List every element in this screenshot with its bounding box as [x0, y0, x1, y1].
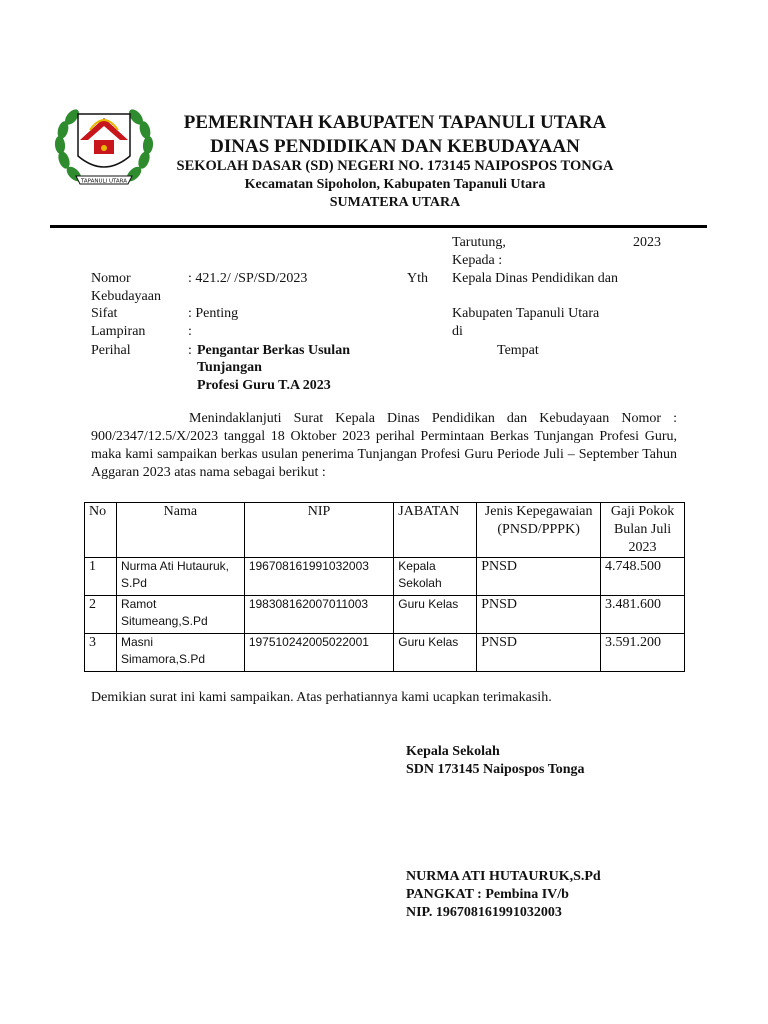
- lampiran-label: Lampiran: [91, 324, 146, 339]
- signature-title1: Kepala Sekolah: [406, 744, 500, 759]
- header-nama: Nama: [116, 503, 244, 558]
- perihal-colon: :: [188, 343, 192, 358]
- sifat-label: Sifat: [91, 306, 118, 321]
- row-nip: 197510242005022001: [244, 634, 393, 672]
- row-no: 3: [85, 634, 117, 672]
- recipient-line1: Kepala Dinas Pendidikan dan: [452, 271, 619, 286]
- letterhead-government: PEMERINTAH KABUPATEN TAPANULI UTARA: [183, 112, 607, 133]
- logo-ribbon-text: TAPANULI UTARA: [80, 178, 128, 185]
- row-nip: 198308162007011003: [244, 596, 393, 634]
- nomor-label: Nomor: [91, 271, 131, 286]
- signature-rank: PANGKAT : Pembina IV/b: [406, 887, 569, 902]
- recipient-yth: Yth: [407, 271, 428, 286]
- row-no: 1: [85, 558, 117, 596]
- teacher-table: [84, 502, 685, 672]
- signature-nip: NIP. 196708161991032003: [406, 905, 562, 920]
- table-row: [85, 634, 685, 672]
- signature-name: NURMA ATI HUTAURUK,S.Pd: [406, 869, 601, 884]
- recipient-tempat: Tempat: [497, 343, 539, 358]
- recipient-di: di: [452, 324, 463, 339]
- letterhead-district: Kecamatan Sipoholon, Kabupaten Tapanuli Utara: [244, 177, 546, 192]
- header-gaji: Gaji Pokok Bulan Juli 2023: [601, 503, 685, 558]
- table-row: [85, 558, 685, 596]
- row-jenis: PNSD: [477, 596, 601, 634]
- letterhead-divider: [50, 225, 707, 228]
- date-year: 2023: [633, 235, 661, 250]
- header-jenis: Jenis Kepegawaian (PNSD/PPPK): [477, 503, 601, 558]
- nomor-value: : 421.2/ /SP/SD/2023: [188, 271, 308, 286]
- perihal-line2: Tunjangan: [197, 360, 262, 375]
- recipient-line2: Kabupaten Tapanuli Utara: [452, 306, 600, 321]
- table-row: [85, 596, 685, 634]
- date-place: Tarutung,: [452, 235, 506, 250]
- perihal-line3: Profesi Guru T.A 2023: [197, 378, 331, 393]
- letterhead-department: DINAS PENDIDIKAN DAN KEBUDAYAAN: [210, 136, 580, 157]
- table-header-row: [85, 503, 685, 558]
- row-nama: Masni Simamora,S.Pd: [116, 634, 244, 672]
- row-jabatan: Kepala Sekolah: [394, 558, 477, 596]
- letterhead-province: SUMATERA UTARA: [329, 195, 461, 210]
- header-nip: NIP: [244, 503, 393, 558]
- perihal-label: Perihal: [91, 343, 131, 358]
- sifat-value: : Penting: [188, 306, 239, 321]
- letterhead-school: SEKOLAH DASAR (SD) NEGERI NO. 173145 NAIPOSPOS TONGA: [176, 158, 614, 174]
- row-jenis: PNSD: [477, 634, 601, 672]
- lampiran-value: :: [188, 324, 192, 339]
- header-no: No: [85, 503, 117, 558]
- row-nip: 196708161991032003: [244, 558, 393, 596]
- body-paragraph: Menindaklanjuti Surat Kepala Dinas Pendidikan dan Kebudayaan Nomor : 900/2347/12.5/X/2023 tanggal 18 Oktober 2023 perihal Permintaan Berkas Tunjangan Profesi Guru, maka kami sampaikan berkas usulan penerima Tunjangan Profesi Guru Periode Juli – September Tahun Aggaran 2023 atas nama sebagai berikut :: [91, 411, 677, 480]
- row-nama: Nurma Ati Hutauruk, S.Pd: [116, 558, 244, 596]
- row-gaji: 4.748.500: [601, 558, 685, 596]
- recipient-kepada: Kepada :: [452, 253, 503, 268]
- kebudayaan-text: Kebudayaan: [91, 289, 161, 304]
- closing-sentence: Demikian surat ini kami sampaikan. Atas perhatiannya kami ucapkan terimakasih.: [91, 690, 552, 705]
- row-jabatan: Guru Kelas: [394, 634, 477, 672]
- row-jabatan: Guru Kelas: [394, 596, 477, 634]
- row-gaji: 3.591.200: [601, 634, 685, 672]
- perihal-line1: Pengantar Berkas Usulan: [197, 343, 350, 358]
- regency-logo: [50, 100, 158, 195]
- row-jenis: PNSD: [477, 558, 601, 596]
- row-no: 2: [85, 596, 117, 634]
- signature-title2: SDN 173145 Naipospos Tonga: [406, 762, 585, 777]
- header-jabatan: JABATAN: [394, 503, 477, 558]
- row-gaji: 3.481.600: [601, 596, 685, 634]
- row-nama: Ramot Situmeang,S.Pd: [116, 596, 244, 634]
